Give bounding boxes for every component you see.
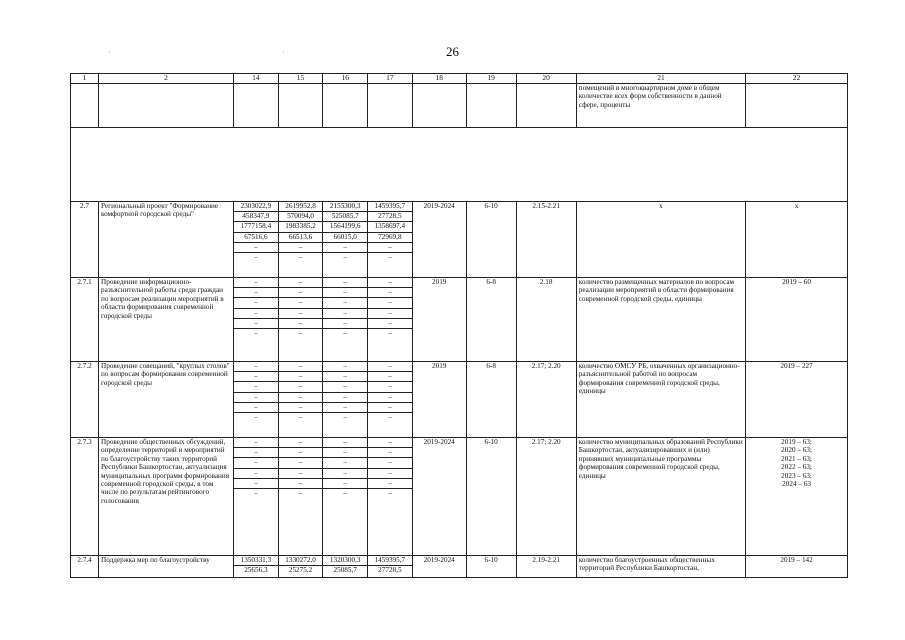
col17-values <box>368 278 413 362</box>
col16-values <box>323 278 368 362</box>
indicator-cell: количество размещенных материалов по вопросам реализации мероприятий в области формирования современной городской среды, единицы <box>576 278 745 362</box>
value: – <box>323 298 367 308</box>
value: – <box>323 288 367 298</box>
value: – <box>388 488 392 497</box>
value: – <box>279 438 323 448</box>
value: – <box>368 372 412 382</box>
indicator-ref: 2.18 <box>516 278 576 362</box>
value: – <box>323 403 367 413</box>
target-cell: 2019 – 227 <box>746 362 848 438</box>
value: – <box>234 309 278 319</box>
header-cell: 2 <box>99 74 234 84</box>
value: 66015,0 <box>323 233 367 243</box>
value: – <box>279 448 323 458</box>
value: – <box>343 328 347 337</box>
indicator-cell: количество ОМСУ РБ, охваченных организационно-разъяснительной работой по вопросам формирования современной городской среды, единицы <box>576 362 745 438</box>
goal-ref: 6-10 <box>466 556 516 578</box>
col17-values <box>368 556 413 578</box>
indicator-ref: 2.17; 2.20 <box>516 438 576 556</box>
value: – <box>323 479 367 489</box>
col15-values <box>278 438 323 556</box>
value: 25085,7 <box>333 566 357 575</box>
value: – <box>388 328 392 337</box>
target-year: 2023 – 63; <box>781 471 812 480</box>
value: 66513,6 <box>279 233 323 243</box>
value: – <box>234 319 278 329</box>
period: 2019-2024 <box>412 438 466 556</box>
value: 1459395,7 <box>368 556 412 566</box>
col15-values <box>278 202 323 278</box>
target-cell: x <box>746 202 848 278</box>
value: – <box>323 278 367 288</box>
goal-ref: 6-10 <box>466 438 516 556</box>
value: – <box>388 252 392 261</box>
indicator-cell: x <box>576 202 745 278</box>
col17-values <box>368 438 413 556</box>
value: 25275,2 <box>288 566 313 575</box>
row-id: 2.7.3 <box>71 438 99 556</box>
value: – <box>368 448 412 458</box>
period: 2019 <box>412 278 466 362</box>
header-cell: 16 <box>323 74 368 84</box>
period: 2019-2024 <box>412 202 466 278</box>
target-cell: 2019 – 60 <box>746 278 848 362</box>
col15-values <box>278 278 323 362</box>
page-number: 26 <box>446 44 459 59</box>
header-cell: 17 <box>368 74 413 84</box>
target-year: 2024 – 63 <box>782 480 811 489</box>
period: 2019 <box>412 362 466 438</box>
value: – <box>234 403 278 413</box>
target-year: 2019 – 63; <box>781 438 812 446</box>
value: 1564199,6 <box>323 222 367 232</box>
scan-speck: · <box>108 47 111 57</box>
value: – <box>279 393 323 403</box>
value: – <box>323 372 367 382</box>
table-row <box>71 362 848 438</box>
value: – <box>234 438 278 448</box>
value: – <box>368 479 412 489</box>
value: – <box>323 438 367 448</box>
target-year: 2021 – 63; <box>781 454 812 463</box>
header-row <box>71 74 848 84</box>
indicator-ref: 2.19-2.21 <box>516 556 576 578</box>
indicator-cell: помещений в многоквартирном доме в общем количестве всех форм собственности в данной сфере, проценты <box>576 84 745 128</box>
value: – <box>368 298 412 308</box>
value: – <box>388 412 392 421</box>
row-name: Проведение информационно-разъяснительной работы среди граждан по вопросам реализации мероприятий в области формирования современной городской среды <box>99 278 234 362</box>
value: 72969,8 <box>368 233 412 243</box>
row-id: 2.7 <box>71 202 99 278</box>
value: – <box>279 362 323 372</box>
value: 1320300,3 <box>323 556 367 566</box>
goal-ref: 6-8 <box>466 362 516 438</box>
value: – <box>323 458 367 468</box>
value: – <box>368 319 412 329</box>
value: – <box>343 252 347 261</box>
table-row <box>71 556 848 578</box>
col17-values <box>368 362 413 438</box>
value: – <box>254 252 258 261</box>
col17-values <box>368 202 413 278</box>
value: – <box>368 288 412 298</box>
table-row <box>71 278 848 362</box>
value: – <box>368 362 412 372</box>
value: – <box>323 243 367 253</box>
value: – <box>298 488 303 497</box>
value: – <box>234 479 278 489</box>
value: 1358697,4 <box>368 222 412 232</box>
header-cell: 21 <box>576 74 745 84</box>
goal-ref: 6-8 <box>466 278 516 362</box>
header-cell: 22 <box>746 74 848 84</box>
value: – <box>254 412 258 421</box>
value: – <box>368 403 412 413</box>
value: – <box>279 288 323 298</box>
value: – <box>298 412 303 421</box>
row-name: Проведение общественных обсуждений, определение территорий и мероприятий по благоустройству таких территорий Республики Башкортостан, актуализация муниципальных программ формирования современной городской среды, в том числе по результатам рейтингового голосования <box>99 438 234 556</box>
scan-speck: · <box>282 47 285 57</box>
row-name: Региональный проект "Формирование комфортной городской среды" <box>99 202 234 278</box>
value: – <box>234 372 278 382</box>
col16-values <box>323 362 368 438</box>
value: – <box>323 382 367 392</box>
value: – <box>234 243 278 253</box>
value: – <box>368 438 412 448</box>
value: – <box>234 458 278 468</box>
value: – <box>279 382 323 392</box>
table-row <box>71 438 848 556</box>
value: 525085,7 <box>323 212 367 222</box>
table-row <box>71 202 848 278</box>
value: – <box>234 469 278 479</box>
col16-values <box>323 556 368 578</box>
target-cell <box>746 438 848 556</box>
value: 67516,6 <box>234 233 278 243</box>
col16-values <box>323 438 368 556</box>
value: – <box>368 243 412 253</box>
value: – <box>234 448 278 458</box>
indicator-ref: 2.15-2.21 <box>516 202 576 278</box>
value: – <box>323 448 367 458</box>
value: 1350331,3 <box>234 556 278 566</box>
value: – <box>279 372 323 382</box>
value: 1983385,2 <box>279 222 323 232</box>
value: 1330272,0 <box>279 556 323 566</box>
col14-values <box>234 362 279 438</box>
value: – <box>234 362 278 372</box>
row-id: 2.7.1 <box>71 278 99 362</box>
header-cell: 18 <box>412 74 466 84</box>
col14-values <box>234 438 279 556</box>
value: – <box>368 278 412 288</box>
target-year: 2020 – 63; <box>781 446 812 455</box>
value: – <box>254 328 258 337</box>
value: – <box>343 412 347 421</box>
header-cell: 20 <box>516 74 576 84</box>
value: 570094,0 <box>279 212 323 222</box>
value: 1459395,7 <box>368 202 412 212</box>
value: 27728,5 <box>378 566 402 575</box>
indicator-ref: 2.17; 2.20 <box>516 362 576 438</box>
value: – <box>298 328 303 337</box>
value: 2155300,3 <box>323 202 367 212</box>
continuation-row <box>71 84 848 128</box>
indicator-cell: количество благоустроенных общественных территорий Республики Башкортостан, <box>576 556 745 578</box>
target-cell: 2019 – 142 <box>746 556 848 578</box>
value: – <box>298 252 303 261</box>
value: – <box>279 309 323 319</box>
value: 2619952,8 <box>279 202 323 212</box>
row-id: 2.7.4 <box>71 556 99 578</box>
value: – <box>323 362 367 372</box>
header-cell: 15 <box>278 74 323 84</box>
value: – <box>279 479 323 489</box>
row-name: Поддержка мер по благоустройству <box>99 556 234 578</box>
col14-values <box>234 556 279 578</box>
value: – <box>368 309 412 319</box>
value: – <box>323 309 367 319</box>
value: – <box>323 469 367 479</box>
value: – <box>279 458 323 468</box>
value: – <box>343 488 347 497</box>
value: – <box>279 403 323 413</box>
value: – <box>234 298 278 308</box>
value: – <box>279 278 323 288</box>
value: 2303022,9 <box>234 202 278 212</box>
value: – <box>234 393 278 403</box>
value: – <box>279 243 323 253</box>
header-cell: 1 <box>71 74 99 84</box>
col15-values <box>278 556 323 578</box>
value: – <box>323 393 367 403</box>
period: 2019-2024 <box>412 556 466 578</box>
col14-values <box>234 278 279 362</box>
header-cell: 19 <box>466 74 516 84</box>
value: – <box>254 488 258 497</box>
value: – <box>234 278 278 288</box>
col14-values <box>234 202 279 278</box>
row-name: Проведение совещаний, "круглых столов" по вопросам формирования современной городской среды <box>99 362 234 438</box>
value: – <box>234 382 278 392</box>
header-cell: 14 <box>234 74 279 84</box>
value: – <box>279 469 323 479</box>
indicator-cell: количество муниципальных образований Республики Башкортостан, актуализировавших и (или) принявших муниципальные программы формирования современной городской среды, единицы <box>576 438 745 556</box>
value: – <box>368 382 412 392</box>
value: 458347,9 <box>234 212 278 222</box>
value: – <box>323 319 367 329</box>
value: 1777158,4 <box>234 222 278 232</box>
value: 27728,5 <box>368 212 412 222</box>
value: – <box>279 319 323 329</box>
col15-values <box>278 362 323 438</box>
program-table <box>70 73 848 578</box>
value: – <box>368 469 412 479</box>
col16-values <box>323 202 368 278</box>
value: 25656,3 <box>244 566 268 575</box>
value: – <box>368 458 412 468</box>
value: – <box>368 393 412 403</box>
value: – <box>234 288 278 298</box>
target-year: 2022 – 63; <box>781 463 812 472</box>
row-id: 2.7.2 <box>71 362 99 438</box>
value: – <box>279 298 323 308</box>
spacer-row <box>71 128 848 202</box>
goal-ref: 6-10 <box>466 202 516 278</box>
